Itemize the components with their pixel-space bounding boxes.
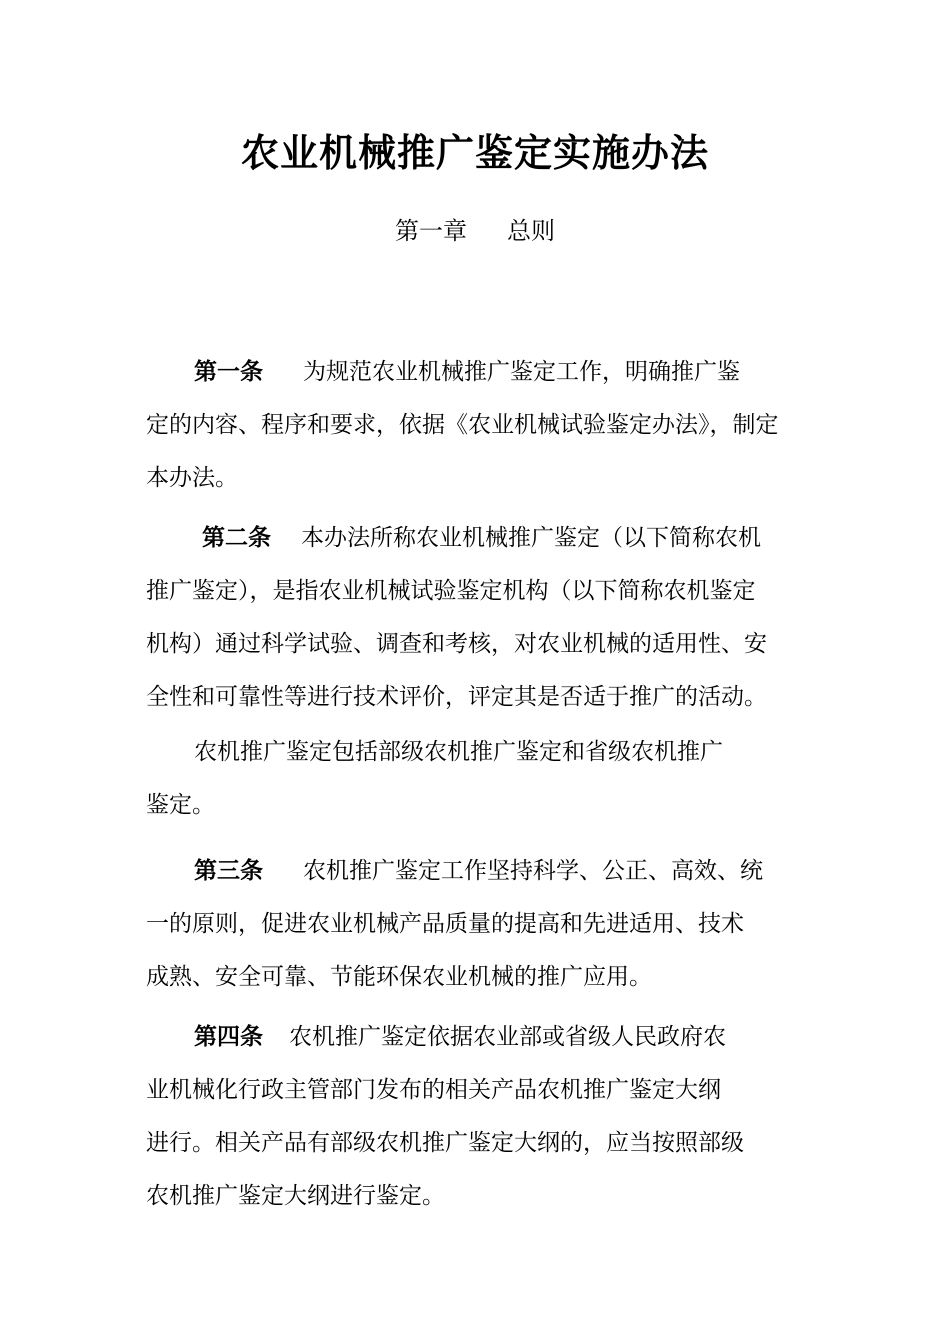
chapter-number: 第一章: [395, 217, 467, 245]
article-2: [146, 512, 826, 724]
article-4-line-3: 进行。相关产品有部级农机推广鉴定大纲的，应当按照部级: [146, 1130, 744, 1156]
article-1: [146, 346, 826, 505]
article-2-line-1: [146, 512, 826, 565]
article-3-text-1: 农机推广鉴定工作坚持科学、公正、高效、统: [303, 858, 763, 884]
article-2-line-2: 推广鉴定），是指农业机械试验鉴定机构（以下简称农机鉴定: [146, 578, 756, 604]
article-1-line-3: 本办法。: [146, 465, 238, 491]
article-4-number: 第四条: [194, 1024, 263, 1050]
article-4-line-4: 农机推广鉴定大纲进行鉴定。: [146, 1183, 445, 1209]
article-2-p2-text-1: 农机推广鉴定包括部级农机推广鉴定和省级农机推广: [194, 739, 723, 765]
article-2-line-3: 机构）通过科学试验、调查和考核，对农业机械的适用性、安: [146, 631, 767, 657]
article-4-text-1: 农机推广鉴定依据农业部或省级人民政府农: [289, 1024, 726, 1050]
article-4-line-1: [146, 1011, 826, 1064]
article-2-number: 第二条: [202, 525, 271, 551]
article-2-paragraph-2: [146, 726, 826, 832]
article-3-number: 第三条: [194, 858, 263, 884]
article-2-p2-line-2: 鉴定。: [146, 792, 215, 818]
document-title: 农业机械推广鉴定实施办法: [240, 131, 709, 175]
article-4: [146, 1011, 826, 1223]
article-4-line-2: 业机械化行政主管部门发布的相关产品农机推广鉴定大纲: [146, 1077, 721, 1103]
article-3-line-1: [146, 845, 826, 898]
article-1-line-2: 定的内容、程序和要求，依据《农业机械试验鉴定办法》，制定: [146, 412, 779, 438]
article-1-number: 第一条: [194, 359, 263, 385]
article-3: [146, 845, 826, 1004]
chapter-name: 总则: [507, 217, 555, 245]
article-1-line-1: [146, 346, 826, 399]
chapter-heading: [0, 214, 950, 248]
article-3-line-3: 成熟、安全可靠、节能环保农业机械的推广应用。: [146, 964, 652, 990]
article-3-line-2: 一的原则，促进农业机械产品质量的提高和先进适用、技术: [146, 911, 744, 937]
article-1-text-1: 为规范农业机械推广鉴定工作，明确推广鉴: [303, 359, 740, 385]
article-2-line-4: 全性和可靠性等进行技术评价，评定其是否适于推广的活动。: [146, 684, 767, 710]
article-2-p2-line-1: [146, 726, 826, 779]
article-2-text-1: 本办法所称农业机械推广鉴定（以下简称农机: [301, 525, 761, 551]
